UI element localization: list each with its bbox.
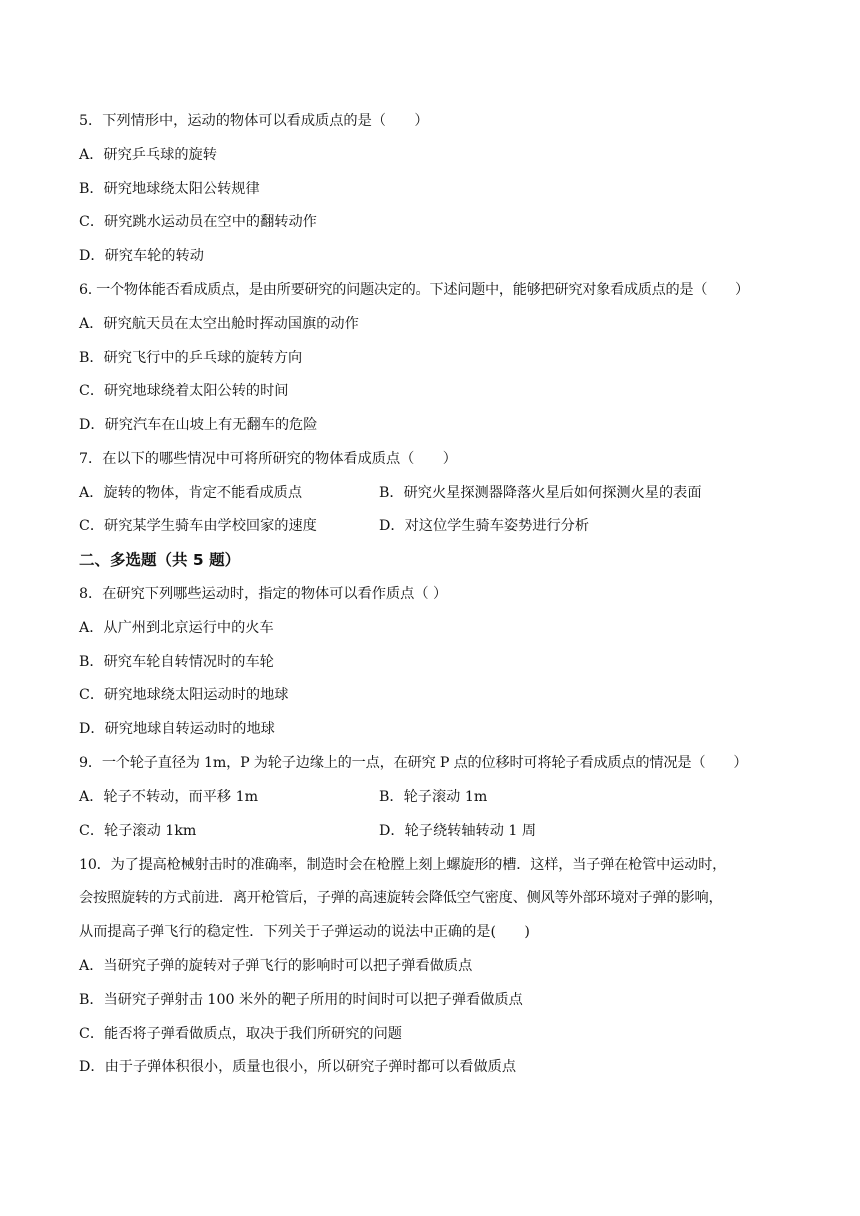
question-5-option-b: B．研究地球绕太阳公转规律 [79, 181, 260, 197]
question-8-option-a: A．从广州到北京运行中的火车 [79, 620, 274, 636]
section-heading: 二、多选题（共 5 题） [79, 551, 241, 569]
question-5-stem: 5．下列情形中，运动的物体可以看成质点的是（ ） [79, 113, 429, 129]
question-5-option-c: C．研究跳水运动员在空中的翻转动作 [79, 214, 317, 230]
question-9-stem: 9．一个轮子直径为 1m，P 为轮子边缘上的一点，在研究 P 点的位移时可将轮子看成质点的情况是（ ） [79, 755, 748, 771]
question-10-stem-line-3: 从而提高子弹飞行的稳定性．下列关于子弹运动的说法中正确的是( ) [79, 924, 530, 940]
question-9-option-b: B．轮子滚动 1m [379, 789, 488, 805]
question-8-option-d: D．研究地球自转运动时的地球 [79, 721, 275, 737]
question-7-row-ab [79, 483, 800, 503]
question-9-row-ab [79, 787, 800, 807]
question-10-stem-line-1: 10．为了提高枪械射击时的准确率，制造时会在枪膛上刻上螺旋形的槽．这样，当子弹在枪管中运动时， [79, 857, 727, 873]
question-6-option-b: B．研究飞行中的乒乓球的旋转方向 [79, 350, 303, 366]
question-7-option-b: B．研究火星探测器降落火星后如何探测火星的表面 [379, 485, 702, 501]
question-7-stem: 7．在以下的哪些情况中可将所研究的物体看成质点（ ） [79, 451, 457, 467]
question-9-option-c: C．轮子滚动 1km [79, 823, 197, 839]
question-6-stem: 6. 一个物体能否看成质点，是由所要研究的问题决定的。下述问题中，能够把研究对象看成质点的是（ ） [79, 282, 749, 298]
question-10-option-c: C．能否将子弹看做质点，取决于我们所研究的问题 [79, 1026, 402, 1042]
question-8-option-c: C．研究地球绕太阳运动时的地球 [79, 687, 289, 703]
question-7-option-d: D．对这位学生骑车姿势进行分析 [379, 518, 590, 534]
question-5-option-a: A．研究乒乓球的旋转 [79, 147, 217, 163]
question-5-option-d: D．研究车轮的转动 [79, 248, 204, 264]
question-8-stem: 8．在研究下列哪些运动时，指定的物体可以看作质点（ ） [79, 586, 448, 602]
question-10-stem-line-2: 会按照旋转的方式前进．离开枪管后，子弹的高速旋转会降低空气密度、侧风等外部环境对子弹的影响， [79, 890, 723, 906]
question-7-option-c: C．研究某学生骑车由学校回家的速度 [79, 518, 317, 534]
question-10-option-a: A．当研究子弹的旋转对子弹飞行的影响时可以把子弹看做质点 [79, 958, 473, 974]
question-10-option-b: B．当研究子弹射击 100 米外的靶子所用的时间时可以把子弹看做质点 [79, 992, 523, 1008]
question-10-option-d: D．由于子弹体积很小，质量也很小，所以研究子弹时都可以看做质点 [79, 1059, 517, 1075]
question-6-option-d: D．研究汽车在山坡上有无翻车的危险 [79, 417, 318, 433]
question-9-option-a: A．轮子不转动，而平移 1m [79, 789, 259, 805]
question-7-option-a: A．旋转的物体，肯定不能看成质点 [79, 485, 303, 501]
question-6-option-c: C．研究地球绕着太阳公转的时间 [79, 383, 289, 399]
question-7-row-cd [79, 516, 800, 536]
question-6-option-a: A．研究航天员在太空出舱时挥动国旗的动作 [79, 316, 359, 332]
question-9-option-d: D．轮子绕转轴转动 1 周 [379, 823, 537, 839]
question-8-option-b: B．研究车轮自转情况时的车轮 [79, 654, 274, 670]
question-9-row-cd [79, 821, 800, 841]
